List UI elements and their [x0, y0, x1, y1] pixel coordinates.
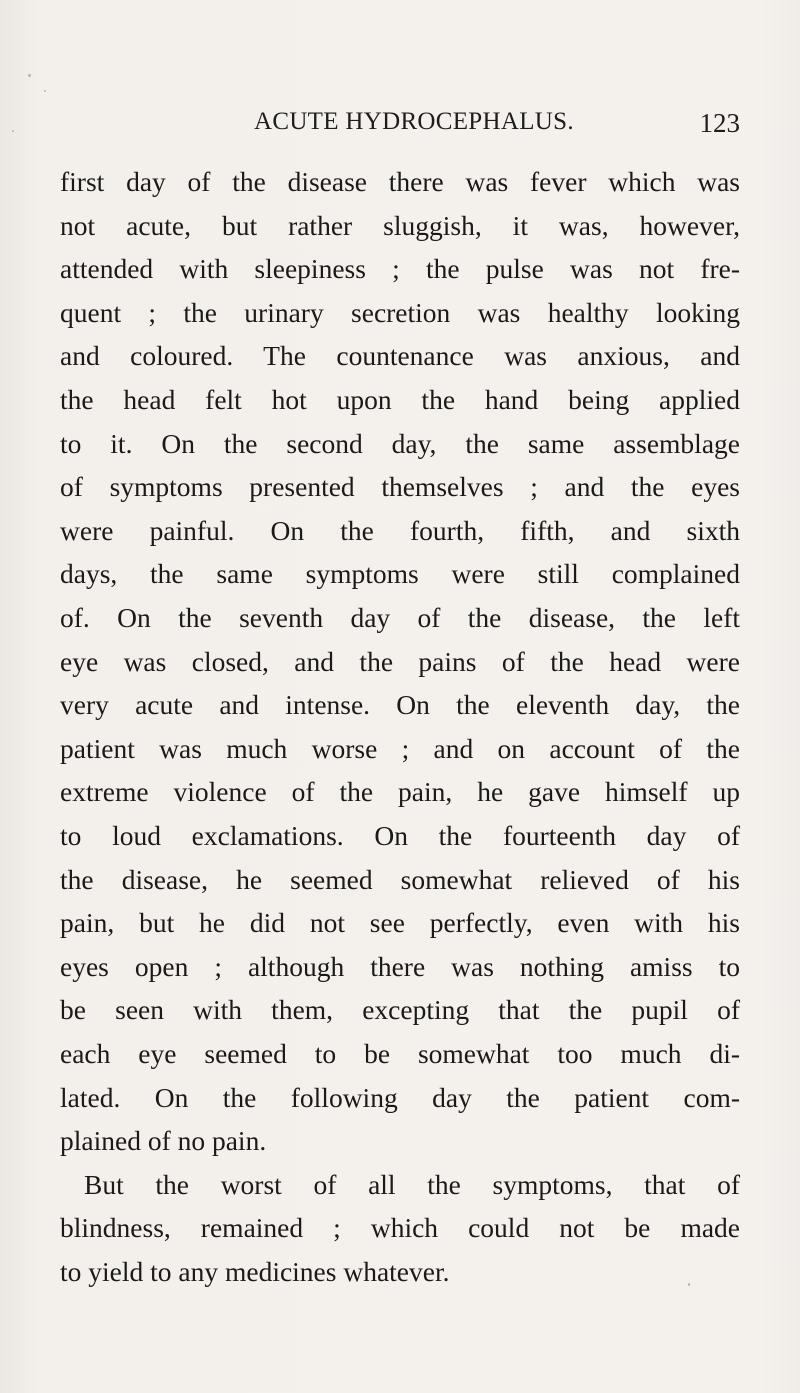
text-line: were painful. On the fourth, fifth, and sixth: [60, 514, 740, 546]
text-line: and coloured. The countenance was anxious, and: [60, 340, 740, 372]
text-line: of symptoms presented themselves ; and the eyes: [60, 471, 740, 503]
text-line: attended with sleepiness ; the pulse was not fre-: [60, 253, 740, 285]
text-line: extreme violence of the pain, he gave himself up: [60, 776, 740, 808]
text-line: the head felt hot upon the hand being applied: [60, 384, 740, 415]
text-line: the disease, he seemed somewhat relieved of his: [60, 863, 740, 895]
text-line: of. On the seventh day of the disease, the left: [60, 602, 740, 633]
paper-speck: [28, 74, 31, 77]
text-line: eye was closed, and the pains of the head were: [60, 645, 740, 677]
text-line: not acute, but rather sluggish, it was, however,: [60, 209, 740, 241]
text-line: eyes open ; although there was nothing amiss to: [60, 950, 740, 982]
text-line: to yield to any medicines whatever.: [60, 1256, 450, 1287]
text-line: plained of no pain.: [60, 1125, 267, 1157]
text-line: patient was much worse ; and on account of the: [60, 732, 740, 764]
text-line: to it. On the second day, the same assemblage: [60, 427, 740, 459]
page-number: 123: [699, 108, 740, 138]
running-title: ACUTE HYDROCEPHALUS.: [254, 108, 574, 135]
text-line: quent ; the urinary secretion was healthy looking: [60, 296, 740, 328]
text-line: very acute and intense. On the eleventh day, the: [60, 689, 740, 721]
text-line: pain, but he did not see perfectly, even with his: [60, 907, 740, 939]
text-line: blindness, remained ; which could not be made: [60, 1212, 740, 1244]
text-line: each eye seemed to be somewhat too much di-: [60, 1038, 740, 1069]
text-line: days, the same symptoms were still complained: [60, 558, 740, 590]
text-line: to loud exclamations. On the fourteenth day of: [60, 820, 740, 851]
text-line: be seen with them, excepting that the pupil of: [60, 994, 740, 1026]
paper-speck: [12, 130, 14, 132]
text-line: first day of the disease there was fever which was: [60, 166, 740, 197]
page-header: [254, 108, 740, 144]
text-line: But the worst of all the symptoms, that of: [84, 1168, 740, 1200]
text-line: lated. On the following day the patient com-: [60, 1081, 740, 1113]
paper-speck: [44, 90, 46, 92]
paper-speck: [688, 1283, 690, 1286]
